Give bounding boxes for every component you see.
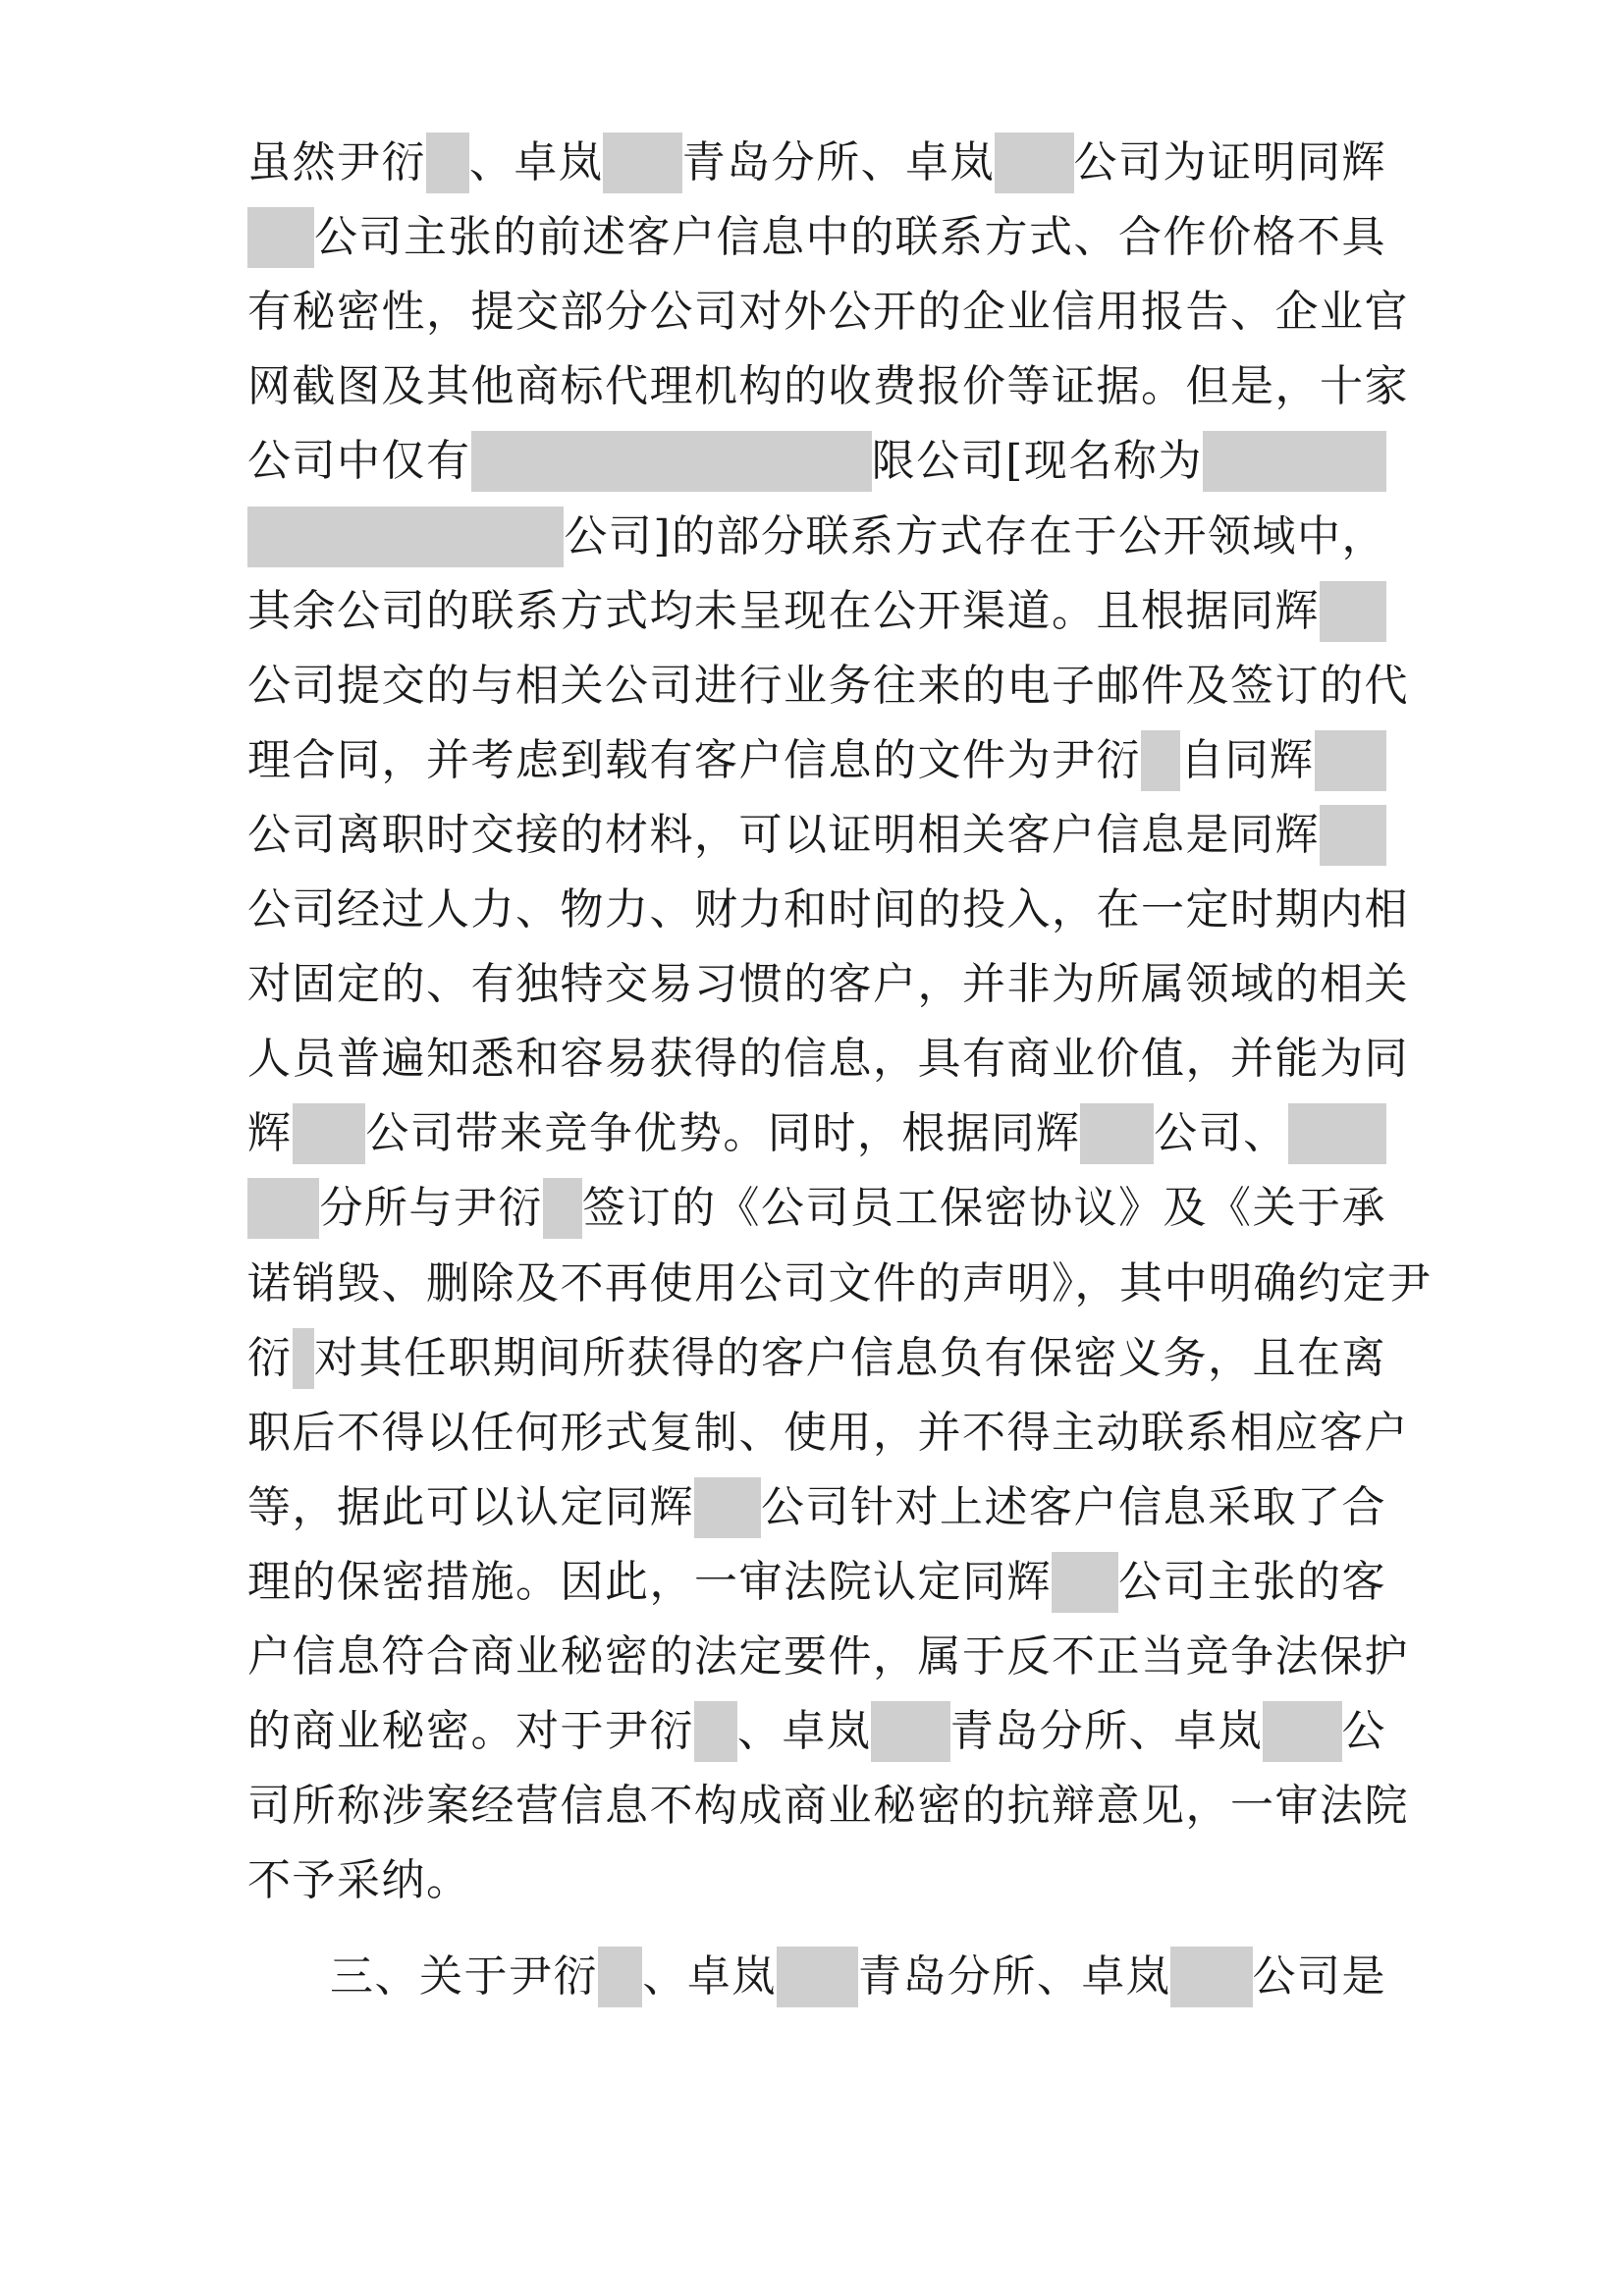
text-line	[247, 1545, 1386, 1620]
text-segment: 公司经过人力、物力、财力和时间的投入，在一定时期内相	[247, 884, 1409, 934]
text-line	[247, 723, 1386, 798]
text-segment: 对固定的、有独特交易习惯的客户，并非为所属领域的相关	[247, 959, 1409, 1010]
text-line	[247, 1620, 1409, 1694]
text-segment: 公司提交的与相关公司进行业务往来的电子邮件及签订的代	[247, 660, 1409, 711]
text-segment: 的商业秘密。对于尹衍	[247, 1706, 694, 1757]
redaction-block	[293, 1328, 315, 1389]
redaction-block	[871, 1701, 949, 1762]
text-line	[247, 574, 1386, 649]
redaction-block	[1320, 581, 1386, 642]
text-line	[247, 649, 1409, 723]
text-line	[247, 873, 1409, 947]
text-segment: 三、关于尹衍	[330, 1951, 598, 2002]
text-line	[330, 1940, 1386, 2014]
redaction-block	[247, 207, 314, 268]
text-line	[247, 349, 1409, 424]
text-segment: 公司为证明同辉	[1073, 137, 1387, 187]
text-segment: 户信息符合商业秘密的法定要件，属于反不正当竞争法保护	[247, 1631, 1409, 1682]
text-segment: 公司主张的前述客户信息中的联系方式、合作价格不具	[314, 212, 1386, 263]
redaction-block	[603, 133, 681, 193]
text-line	[247, 1769, 1409, 1843]
redaction-block	[1203, 431, 1386, 492]
text-segment: 公司带来竞争优势。同时，根据同辉	[365, 1108, 1081, 1159]
text-segment: 人员普遍知悉和容易获得的信息，具有商业价值，并能为同	[247, 1034, 1409, 1085]
text-segment: 不予采纳。	[247, 1855, 471, 1906]
text-segment: 网截图及其他商标代理机构的收费报价等证据。但是，十家	[247, 361, 1409, 412]
redaction-block	[598, 1947, 642, 2007]
text-segment: 公司是	[1252, 1951, 1387, 2002]
text-segment: 等，据此可以认定同辉	[247, 1481, 694, 1532]
text-line	[247, 1171, 1386, 1246]
redaction-block	[471, 431, 872, 492]
redaction-block	[247, 1178, 319, 1239]
redaction-block	[1315, 730, 1386, 791]
text-segment: 、卓岚	[736, 1706, 872, 1757]
text-line	[247, 424, 1386, 499]
redaction-block	[1320, 805, 1386, 866]
text-segment: 公司主张的客	[1118, 1556, 1386, 1607]
text-line	[247, 1396, 1409, 1470]
text-segment: 自同辉	[1180, 734, 1315, 785]
redaction-block	[1141, 730, 1180, 791]
text-segment: 青岛分所、卓岚	[681, 137, 996, 187]
text-segment: 限公司[现名称为	[871, 436, 1203, 487]
redaction-block	[247, 507, 564, 567]
text-line	[247, 1694, 1386, 1769]
text-line	[247, 947, 1409, 1022]
text-segment: 诺销毁、删除及不再使用公司文件的声明》，其中明确约定尹	[247, 1257, 1433, 1308]
text-segment: 职后不得以任何形式复制、使用，并不得主动联系相应客户	[247, 1407, 1409, 1458]
text-line	[247, 1096, 1386, 1171]
text-segment: 对其任职期间所获得的客户信息负有保密义务，且在离	[314, 1332, 1386, 1383]
text-line	[247, 1470, 1386, 1545]
text-line	[247, 1843, 1386, 1918]
text-segment: 青岛分所、卓岚	[857, 1951, 1171, 2002]
text-line	[247, 500, 1386, 574]
text-segment: 有秘密性，提交部分公司对外公开的企业信用报告、企业官	[247, 287, 1409, 338]
redaction-block	[1263, 1701, 1341, 1762]
text-segment: 分所与尹衍	[319, 1183, 543, 1234]
text-segment: 公司、	[1154, 1108, 1288, 1159]
text-segment: 理合同，并考虑到载有客户信息的文件为尹衍	[247, 734, 1141, 785]
text-segment: 其余公司的联系方式均未呈现在公开渠道。且根据同辉	[247, 585, 1320, 636]
redaction-block	[995, 133, 1073, 193]
text-line	[247, 798, 1386, 873]
redaction-block	[1052, 1552, 1118, 1613]
text-segment: 、卓岚	[642, 1951, 777, 2002]
redaction-block	[1288, 1103, 1386, 1164]
text-line	[247, 275, 1409, 349]
text-line	[247, 1247, 1433, 1321]
redaction-block	[777, 1947, 858, 2007]
redaction-block	[694, 1477, 761, 1538]
text-line	[247, 1321, 1386, 1396]
text-segment: 公司离职时交接的材料，可以证明相关客户信息是同辉	[247, 809, 1320, 860]
text-line	[247, 200, 1386, 275]
redaction-block	[1080, 1103, 1154, 1164]
redaction-block	[293, 1103, 366, 1164]
text-segment: 司所称涉案经营信息不构成商业秘密的抗辩意见，一审法院	[247, 1781, 1409, 1832]
text-segment: 公司]的部分联系方式存在于公开领域中，	[564, 510, 1386, 561]
text-line	[247, 126, 1386, 200]
text-segment: 公司中仅有	[247, 436, 471, 487]
redaction-block	[1170, 1947, 1252, 2007]
text-segment: 公司针对上述客户信息采取了合	[761, 1481, 1386, 1532]
redaction-block	[426, 133, 469, 193]
text-segment: 虽然尹衍	[247, 137, 426, 187]
text-segment: 辉	[247, 1108, 293, 1159]
text-segment: 签订的《公司员工保密协议》及《关于承	[582, 1183, 1386, 1234]
text-segment: 衍	[247, 1332, 293, 1383]
text-segment: 、卓岚	[468, 137, 604, 187]
redaction-block	[543, 1178, 582, 1239]
text-line	[247, 1022, 1409, 1096]
text-segment: 理的保密措施。因此，一审法院认定同辉	[247, 1556, 1052, 1607]
redaction-block	[694, 1701, 737, 1762]
text-segment: 公	[1341, 1706, 1387, 1757]
text-segment: 青岛分所、卓岚	[949, 1706, 1264, 1757]
